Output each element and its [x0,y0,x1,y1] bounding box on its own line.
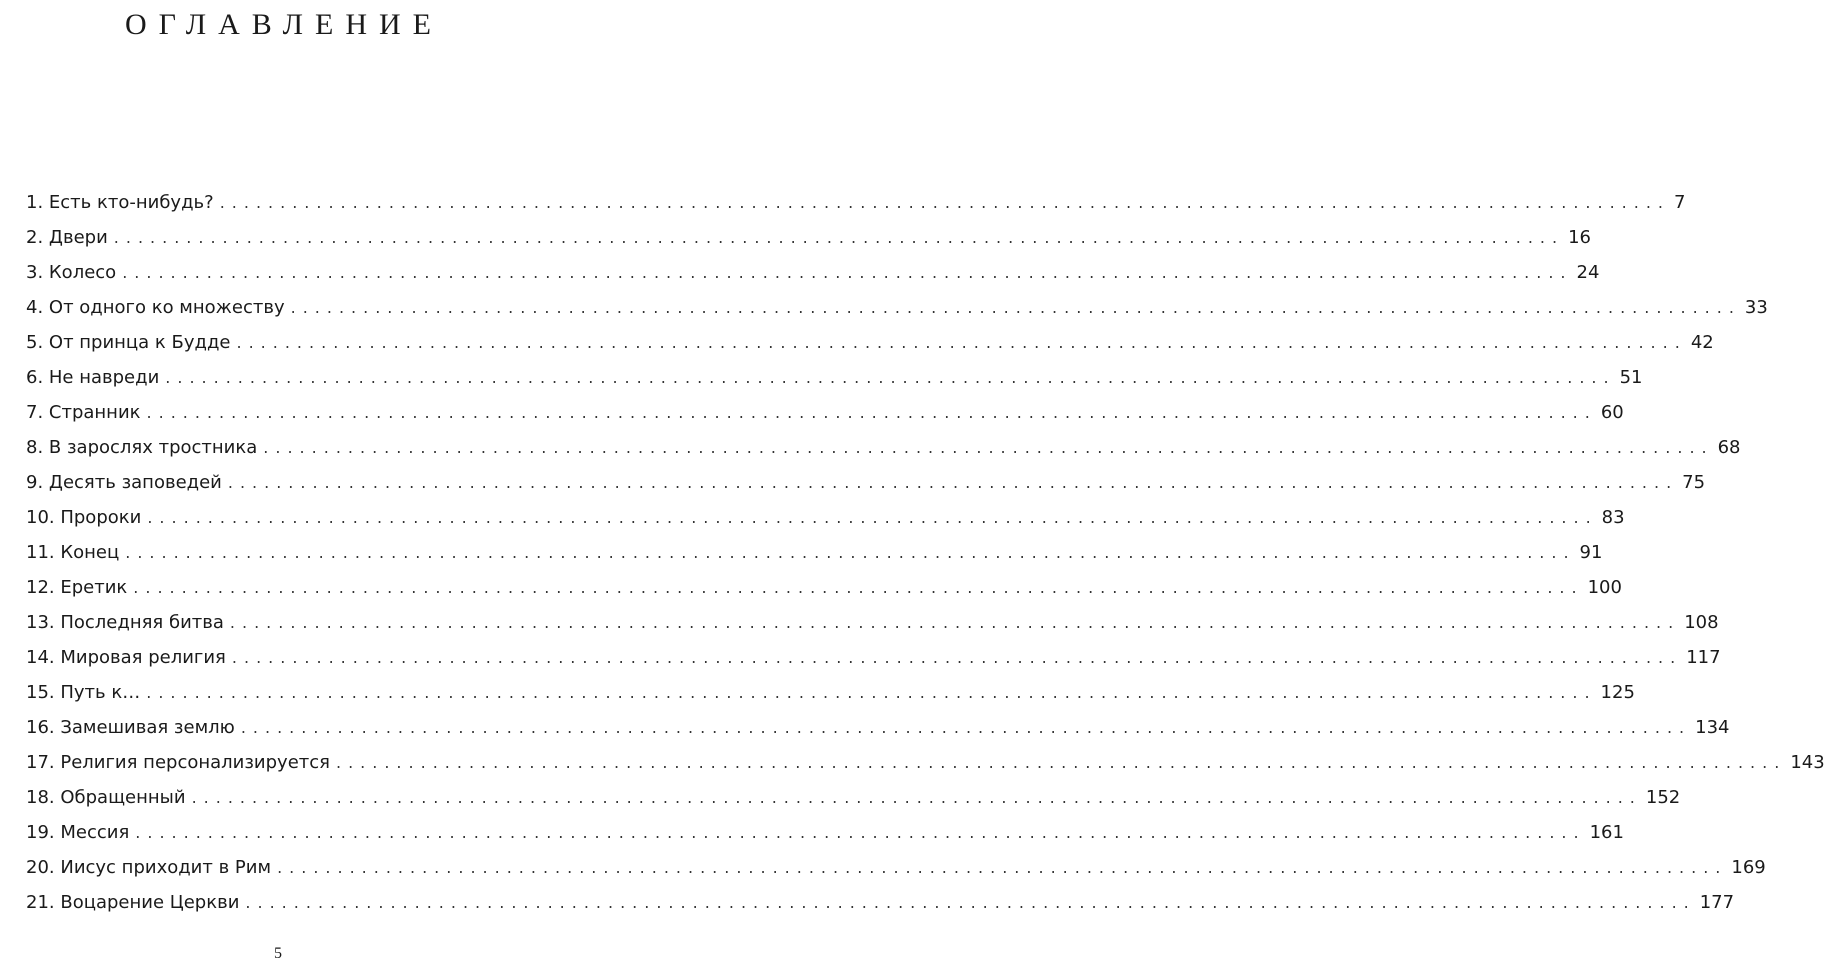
toc-entry-title: 3. Колесо [26,262,117,283]
page-title: ОГЛАВЛЕНИЕ [125,8,443,41]
toc-entry-title: 14. Мировая религия [26,647,226,668]
toc-entry[interactable] [26,717,1730,752]
toc-entry-title: 18. Обращенный [26,787,186,808]
toc-entry-page: 152 [1645,787,1681,808]
dot-leader: ........................................................................................................................ [147,508,1598,527]
toc-entry[interactable] [26,192,1686,227]
toc-entry-title: 20. Иисус приходит в Рим [26,857,272,878]
toc-entry-page: 16 [1568,227,1591,248]
dot-leader: ........................................................................................................................ [146,683,1597,702]
toc-entry[interactable] [26,787,1681,822]
toc-entry-title: 12. Еретик [26,577,128,598]
toc-entry[interactable] [26,752,1825,787]
toc-entry-title: 1. Есть кто-нибудь? [26,192,214,213]
dot-leader: ........................................................................................................................ [135,823,1586,842]
toc-entry-page: 169 [1731,857,1766,878]
toc-entry[interactable] [26,682,1635,717]
dot-leader: ........................................................................................................................ [122,263,1573,282]
dot-leader: ........................................................................................................................ [219,193,1670,212]
toc-entry-page: 7 [1674,192,1686,213]
toc-entry-title: 10. Пророки [26,507,142,528]
toc-entry-page: 100 [1587,577,1622,598]
toc-entry-page: 161 [1589,822,1624,843]
toc-entry-title: 16. Замешивая землю [26,717,235,738]
toc-entry[interactable] [26,507,1625,542]
toc-entry-title: 9. Десять заповедей [26,472,222,493]
dot-leader: ........................................................................................................................ [146,403,1597,422]
dot-leader: ........................................................................................................................ [290,298,1741,317]
dot-leader: ........................................................................................................................ [165,368,1616,387]
dot-leader: ........................................................................................................................ [125,543,1576,562]
toc-entry[interactable] [26,822,1624,857]
toc-entry-page: 108 [1684,612,1719,633]
toc-entry-page: 75 [1682,472,1706,493]
toc-entry-title: 8. В зарослях тростника [26,437,258,458]
toc-entry[interactable] [26,857,1766,892]
toc-entry-page: 51 [1619,367,1643,388]
toc-entry[interactable] [26,297,1768,332]
toc-entry-title: 13. Последняя битва [26,612,224,633]
toc-entry[interactable] [26,892,1735,927]
dot-leader: ........................................................................................................................ [227,473,1679,492]
dot-leader: ........................................................................................................................ [236,333,1687,352]
toc-entry[interactable] [26,612,1719,647]
toc-entry-page: 68 [1717,437,1741,458]
dot-leader: ........................................................................................................................ [229,613,1681,632]
dot-leader: ........................................................................................................................ [263,438,1714,457]
dot-leader: ........................................................................................................................ [133,578,1584,597]
toc-entry[interactable] [26,262,1600,297]
dot-leader: ........................................................................................................................ [113,228,1565,247]
dot-leader: ........................................................................................................................ [191,788,1642,807]
toc-entry-page: 177 [1699,892,1735,913]
toc-entry-title: 17. Религия персонализируется [26,752,330,773]
toc-entry-page: 117 [1686,647,1721,668]
toc-entry-page: 125 [1600,682,1635,703]
toc-entry[interactable] [26,227,1591,262]
toc-entry-page: 134 [1695,717,1730,738]
toc-entry[interactable] [26,472,1706,507]
toc-entry[interactable] [26,437,1741,472]
toc-entry-title: 11. Конец [26,542,120,563]
toc-entry[interactable] [26,542,1603,577]
toc-entry-page: 24 [1576,262,1600,283]
toc-entry-title: 2. Двери [26,227,108,248]
toc-entry-page: 42 [1690,332,1714,353]
dot-leader: ........................................................................................................................ [277,858,1728,877]
toc-entry-page: 143 [1790,752,1825,773]
dot-leader: ........................................................................................................................ [336,753,1787,772]
dot-leader: ........................................................................................................................ [240,718,1692,737]
toc-entry-title: 5. От принца к Будде [26,332,231,353]
toc-entry-page: 91 [1579,542,1603,563]
toc-entry-page: 33 [1744,297,1768,318]
toc-entry[interactable] [26,647,1721,682]
toc-entry[interactable] [26,402,1624,437]
toc-entry-title: 7. Странник [26,402,141,423]
page-number: 5 [274,945,282,962]
toc-entry-title: 15. Путь к… [26,682,141,703]
toc-entry-title: 19. Мессия [26,822,130,843]
toc-entry[interactable] [26,332,1714,367]
toc-entry-page: 83 [1601,507,1625,528]
dot-leader: ........................................................................................................................ [245,893,1696,912]
toc-entry-title: 21. Воцарение Церкви [26,892,240,913]
toc-entry[interactable] [26,577,1622,612]
toc-entry-page: 60 [1600,402,1624,423]
toc-entry-title: 6. Не навреди [26,367,160,388]
toc-entry[interactable] [26,367,1643,402]
toc-entry-title: 4. От одного ко множеству [26,297,285,318]
table-of-contents [26,192,1825,927]
dot-leader: ........................................................................................................................ [231,648,1683,667]
